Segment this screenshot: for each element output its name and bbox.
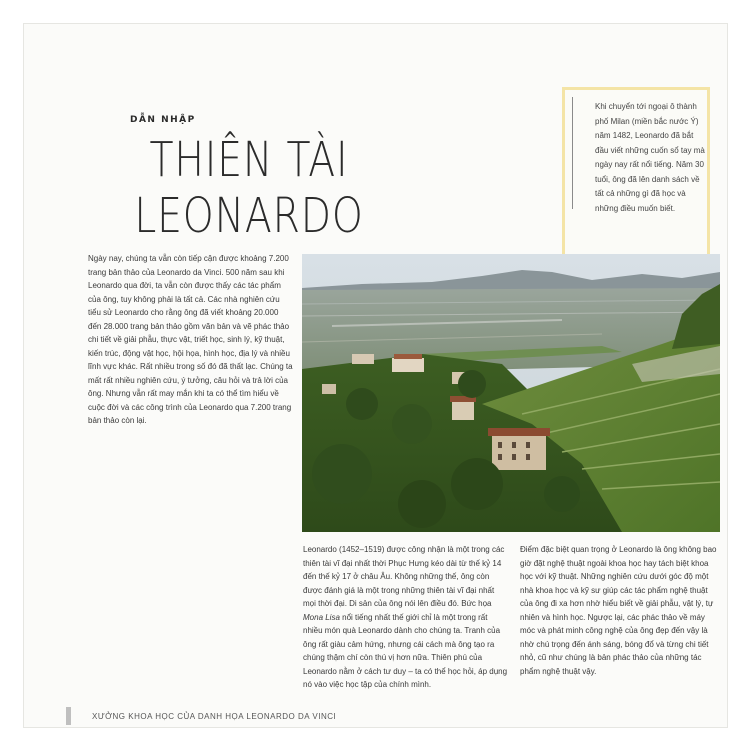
column-left-part-1: Leonardo (1452–1519) được công nhận là một trong các thiên tài vĩ đại nhất thời Phục Hưng kéo dài từ thế kỷ 14 đến thế kỷ 17 ở châu Âu. Không những thế, ông còn được đánh giá là một trong những thiên tài vĩ đại nhất mọi thời đại. Di sản của ông nói lên điều đó. Bức họa: [303, 545, 505, 608]
sidebar-text: Khi chuyển tới ngoại ô thành phố Milan (miền bắc nước Ý) năm 1482, Leonardo đã bắt đầu viết những cuốn sổ tay mà ngày nay rất nổi tiếng. Năm 30 tuổi, ông đã lên danh sách về tất cả những gì đã học và những điều muốn biết.: [595, 102, 705, 213]
intro-paragraph: Ngày nay, chúng ta vẫn còn tiếp cận được khoảng 7.200 trang bản thảo của Leonardo da Vinci. 500 năm sau khi Leonardo qua đời, ta vẫn còn được thấy các tác phẩm của ông, tuy không phải là tất cả. Các nhà nghiên cứu tiểu sử Leonardo cho rằng ông đã viết khoảng 20.000 đến 28.000 trang bản thảo gồm văn bản và vẽ phác thảo chi tiết về giải phẫu, thực vật, triết học, sinh lý, kỹ thuật, kiến trúc, động vật học, hội họa, hình học, địa lý và nhiều lĩnh vực khác. Rất nhiều trong số đó đã thất lạc. Chúng ta mất rất nhiều nghiên cứu, ý tưởng, câu hỏi và trả lời của ông. Nhưng vẫn rất may mắn khi ta có thể tìm hiểu về cuộc đời và các công trình của Leonardo qua 7.200 trang bản thảo còn lại.: [88, 254, 293, 425]
body-column-right: Điểm đặc biệt quan trọng ở Leonardo là ông không bao giờ đặt nghệ thuật ngoài khoa học hay tách biệt khoa học với kỹ thuật. Những nghiên cứu dưới góc độ một nhà khoa học và kỹ sư giúp các tác phẩm nghệ thuật của ông đi xa hơn nhờ hiểu biết về giải phẫu, vật lý, tự nhiên và hình học. Ngược lại, các phác thảo về máy móc và phát minh công nghệ của ông đẹp đến vậy là nhờ chú trọng đến ánh sáng, bóng đổ và từng chi tiết nhỏ, cũ như chúng là bản phác thảo của những tác phẩm nghệ thuật vậy.: [520, 545, 717, 676]
page-title: [85, 132, 413, 244]
body-column-left: [303, 543, 508, 692]
column-left-part-2: nổi tiếng nhất thế giới chỉ là một trong rất nhiều món quà Leonardo dành cho chúng ta. Tranh của ông rất giàu cảm hứng, nhưng cái cách mà ông tạo ra chúng thậm chí còn thú vị hơn nữa. Thiên phú của Leonardo nằm ở cách tư duy – ta có thể học hỏi, áp dụng nó vào việc học tập của chính mình.: [303, 612, 508, 689]
title-line-1: THIÊN TÀI: [149, 132, 349, 188]
title-line-2: LEONARDO: [134, 188, 364, 244]
mona-lisa-title: Mona Lisa: [303, 612, 340, 622]
section-kicker: DẪN NHẬP: [130, 115, 196, 125]
footer-page-marker: [66, 707, 71, 725]
landscape-photo: [302, 254, 720, 532]
running-footer: XƯỞNG KHOA HỌC CỦA DANH HỌA LEONARDO DA VINCI: [92, 712, 337, 721]
sidebar-rule: [572, 97, 573, 209]
